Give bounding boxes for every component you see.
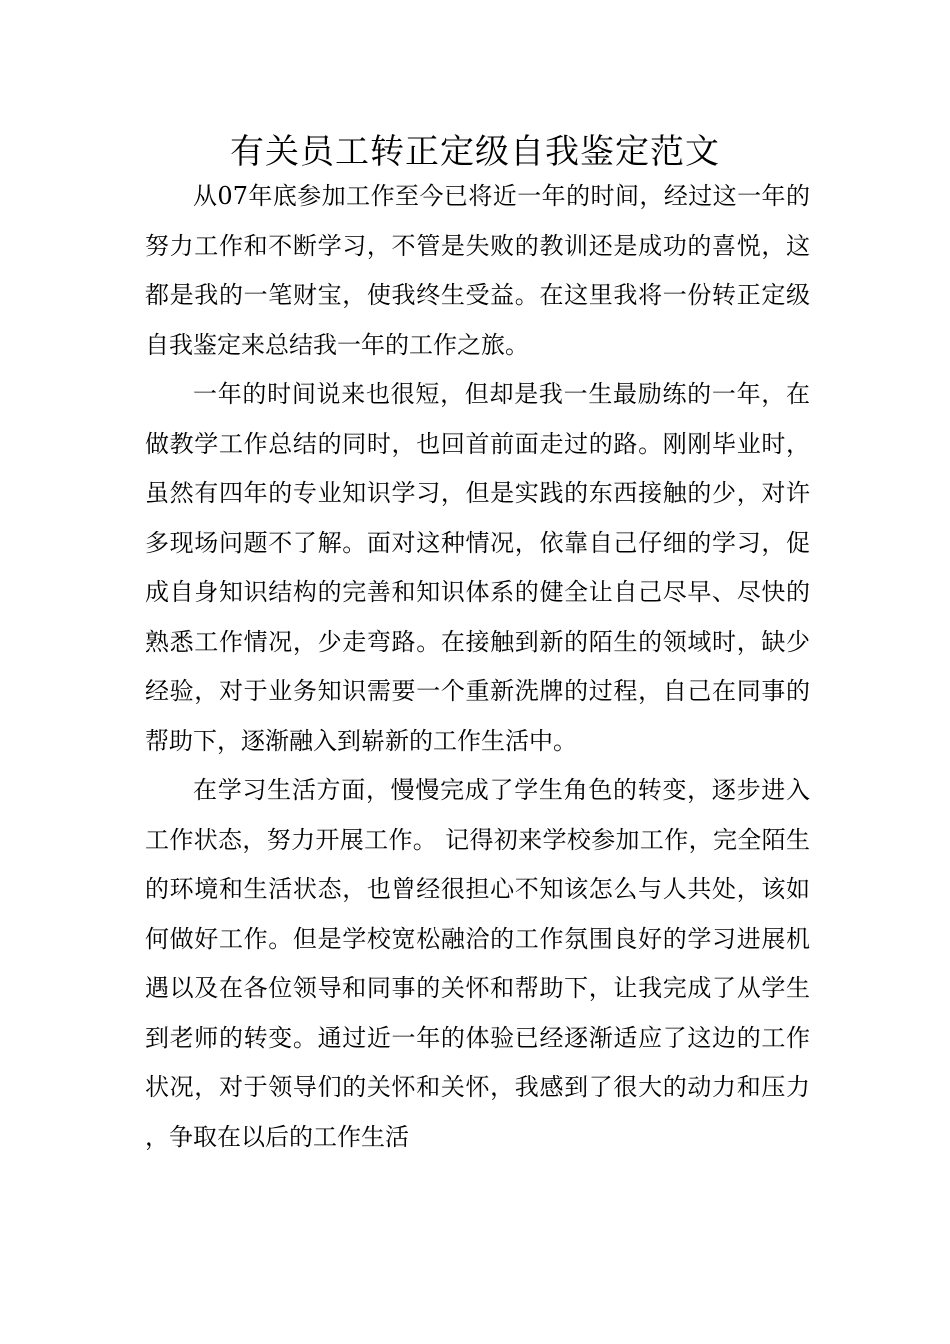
document-body — [145, 172, 810, 1162]
paragraph-3: 在学习生活方面，慢慢完成了学生角色的转变，逐步进入工作状态，努力开展工作。 记得初来学校参加工作，完全陌生的环境和生活状态，也曾经很担心不知该怎么与人共处，该如何做好工作。但是学校宽松融洽的工作氛围良好的学习进展机遇以及在各位领导和同事的关怀和帮助下，让我完成了从学生到老师的转变。通过近一年的体验已经逐渐适应了这边的工作状况，对于领导们的关怀和关怀，我感到了很大的动力和压力，争取在以后的工作生活 — [145, 776, 810, 1151]
paragraph-2: 一年的时间说来也很短，但却是我一生最励练的一年，在做教学工作总结的同时，也回首前面走过的路。刚刚毕业时，虽然有四年的专业知识学习，但是实践的东西接触的少，对许多现场问题不了解。面对这种情况，依靠自己仔细的学习，促成自身知识结构的完善和知识体系的健全让自己尽早、尽快的熟悉工作情况，少走弯路。在接触到新的陌生的领域时，缺少经验，对于业务知识需要一个重新洗牌的过程，自己在同事的帮助下，逐渐融入到崭新的工作生活中。 — [145, 380, 810, 755]
document-title: 有关员工转正定级自我鉴定范文 — [230, 132, 720, 172]
paragraph-1: 从07年底参加工作至今已将近一年的时间，经过这一年的努力工作和不断学习，不管是失败的教训还是成功的喜悦，这都是我的一笔财宝，使我终生受益。在这里我将一份转正定级自我鉴定来总结我一年的工作之旅。 — [145, 182, 810, 359]
